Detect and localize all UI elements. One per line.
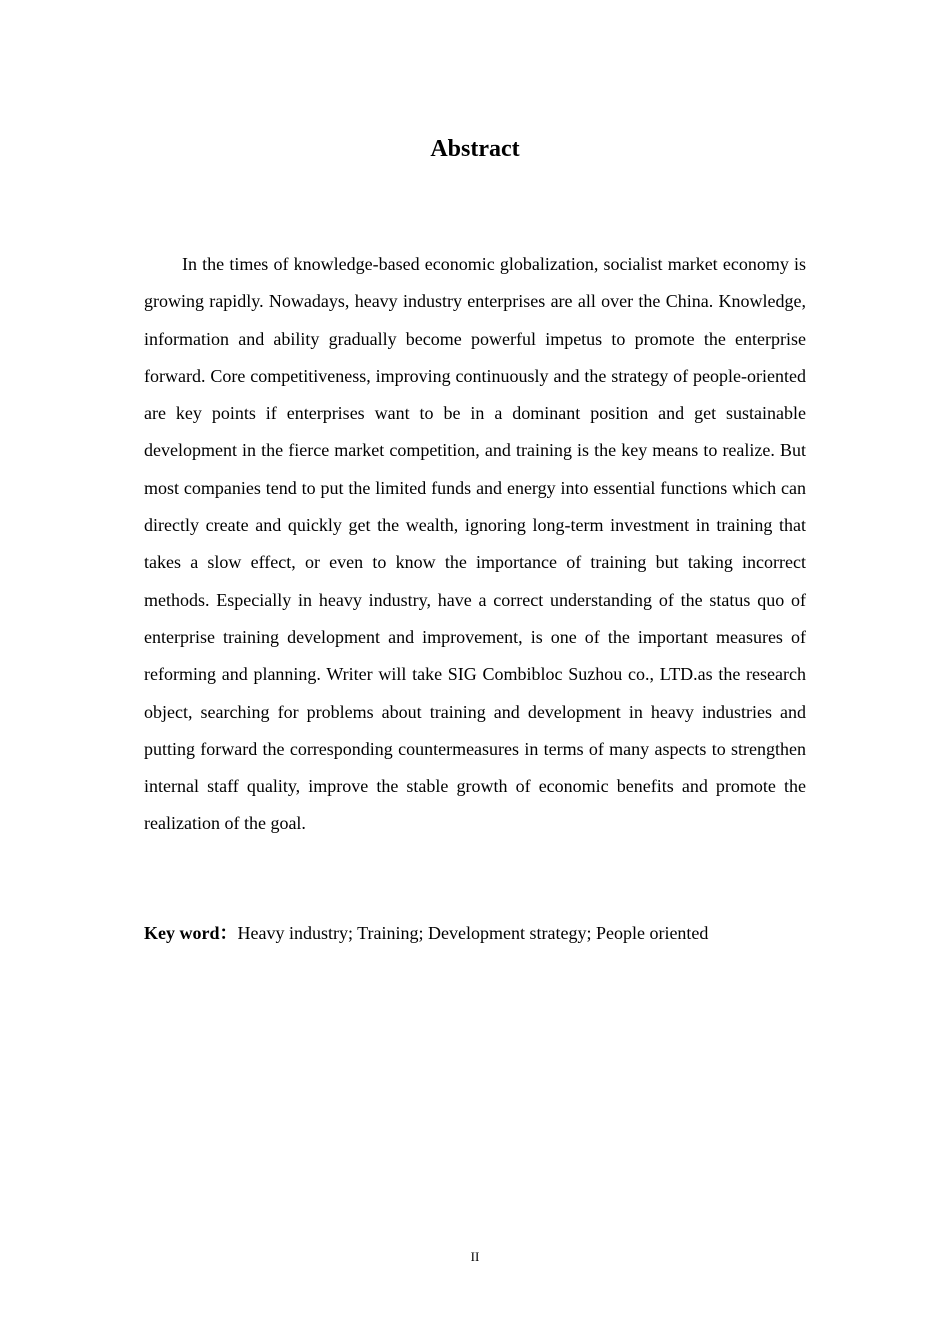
abstract-body: In the times of knowledge-based economic globalization, socialist market economy is growing rapidly. Nowadays, heavy industry enterprises are all over the China. Knowledge, information and ability gradually become powerful impetus to promote the enterprise forward. Core competitiveness, improving continuously and the strategy of people-oriented are key points if enterprises want to be in a dominant position and get sustainable development in the fierce market competition, and training is the key means to realize. But most companies tend to put the limited funds and energy into essential functions which can directly create and quickly get the wealth, ignoring long-term investment in training that takes a slow effect, or even to know the importance of training but taking incorrect methods. Especially in heavy industry, have a correct understanding of the status quo of enterprise training development and improvement, is one of the important measures of reforming and planning. Writer will take SIG Combibloc Suzhou co., LTD.as the research object, searching for problems about training and development in heavy industries and putting forward the corresponding countermeasures in terms of many aspects to strengthen internal staff quality, improve the stable growth of economic benefits and promote the realization of the goal. [144, 254, 806, 834]
abstract-title: Abstract [430, 136, 520, 162]
keywords-line [144, 918, 806, 948]
page-number: II [470, 1249, 480, 1264]
keywords-label: Key word： [144, 923, 238, 943]
keywords-value: Heavy industry; Training; Development strategy; People oriented [237, 923, 709, 943]
